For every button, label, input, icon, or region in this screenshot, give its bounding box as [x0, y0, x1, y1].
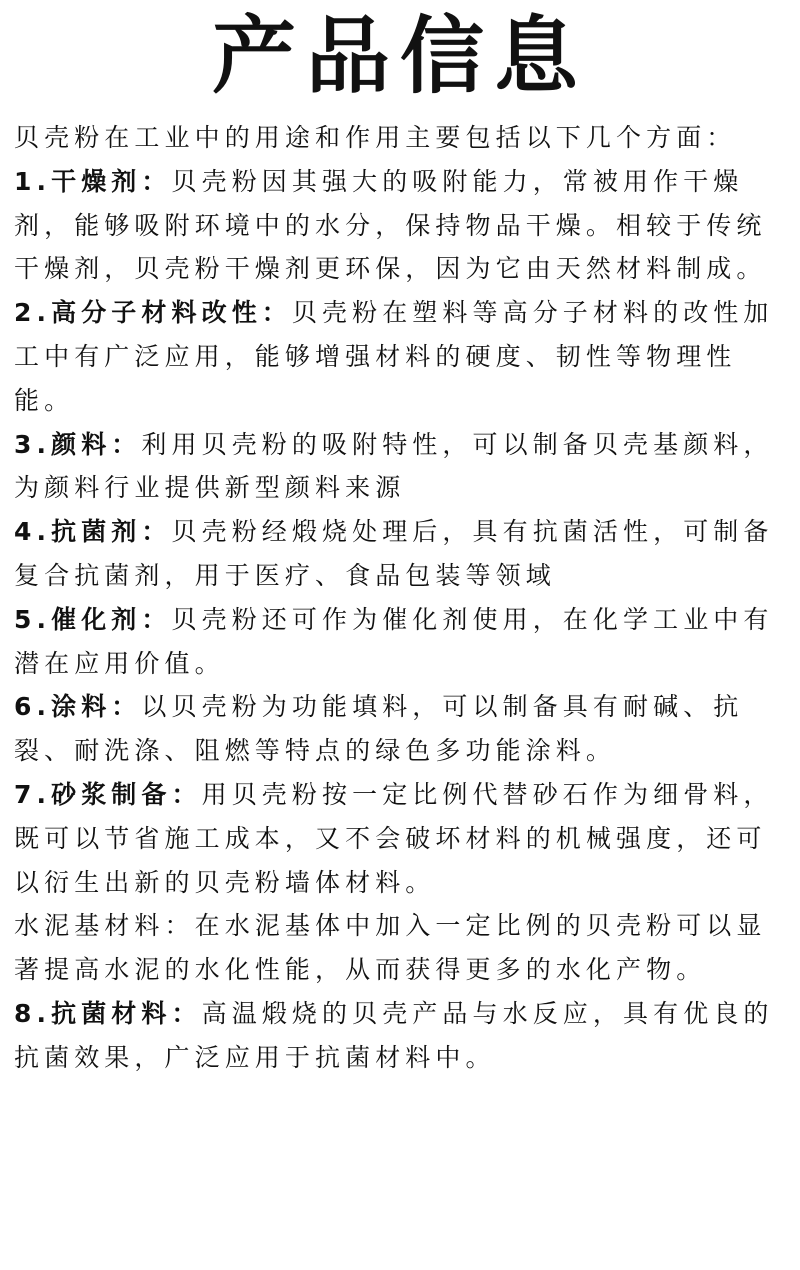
item-antibacterial-material: [14, 992, 789, 1080]
intro-paragraph: 贝壳粉在工业中的用途和作用主要包括以下几个方面：: [14, 123, 737, 152]
item-label: 1.干燥剂：: [14, 166, 172, 196]
item-polymer-modification: [14, 291, 789, 422]
item-text: 利用贝壳粉的吸附特性，可以制备贝壳基颜料，为颜料行业提供新型颜料来源: [14, 429, 774, 503]
item-text: 水泥基材料：在水泥基体中加入一定比例的贝壳粉可以显著提高水泥的水化性能，从而获得更多的水化产物。: [14, 911, 767, 985]
page-title: 产品信息: [211, 7, 588, 105]
item-antibacterial-agent: [14, 510, 789, 598]
item-text: 贝壳粉还可作为催化剂使用，在化学工业中有潜在应用价值。: [14, 604, 774, 678]
item-label: 7.砂浆制备：: [14, 779, 202, 809]
item-label: 4.抗菌剂：: [14, 517, 172, 547]
item-pigment: [14, 423, 789, 511]
item-label: 5.催化剂：: [14, 604, 172, 634]
item-text: 以贝壳粉为功能填料，可以制备具有耐碱、抗裂、耐洗涤、阻燃等特点的绿色多功能涂料。: [14, 692, 744, 766]
item-catalyst: [14, 598, 789, 686]
item-label: 3.颜料：: [14, 429, 142, 459]
content-body: [14, 116, 789, 1080]
item-text: 贝壳粉经煅烧处理后，具有抗菌活性，可制备复合抗菌剂，用于医疗、食品包装等领域: [14, 517, 774, 590]
item-text: 贝壳粉在塑料等高分子材料的改性加工中有广泛应用，能够增强材料的硬度、韧性等物理性能。: [14, 298, 774, 415]
item-label: 8.抗菌材料：: [14, 998, 202, 1028]
item-text: 贝壳粉因其强大的吸附能力，常被用作干燥剂，能够吸附环境中的水分，保持物品干燥。相较于传统干燥剂，贝壳粉干燥剂更环保，因为它由天然材料制成。: [14, 166, 767, 284]
item-text: 高温煅烧的贝壳产品与水反应，具有优良的抗菌效果，广泛应用于抗菌材料中。: [14, 998, 774, 1072]
item-label: 2.高分子材料改性：: [14, 298, 292, 328]
item-coating: [14, 685, 789, 773]
item-drying-agent: [14, 160, 789, 291]
item-label: 6.涂料：: [14, 692, 142, 722]
item-cement-material: [14, 904, 789, 992]
item-text: 用贝壳粉按一定比例代替砂石作为细骨料，既可以节省施工成本，又不会破坏材料的机械强度，还可以衍生出新的贝壳粉墙体材料。: [14, 779, 774, 897]
item-mortar: [14, 773, 789, 904]
